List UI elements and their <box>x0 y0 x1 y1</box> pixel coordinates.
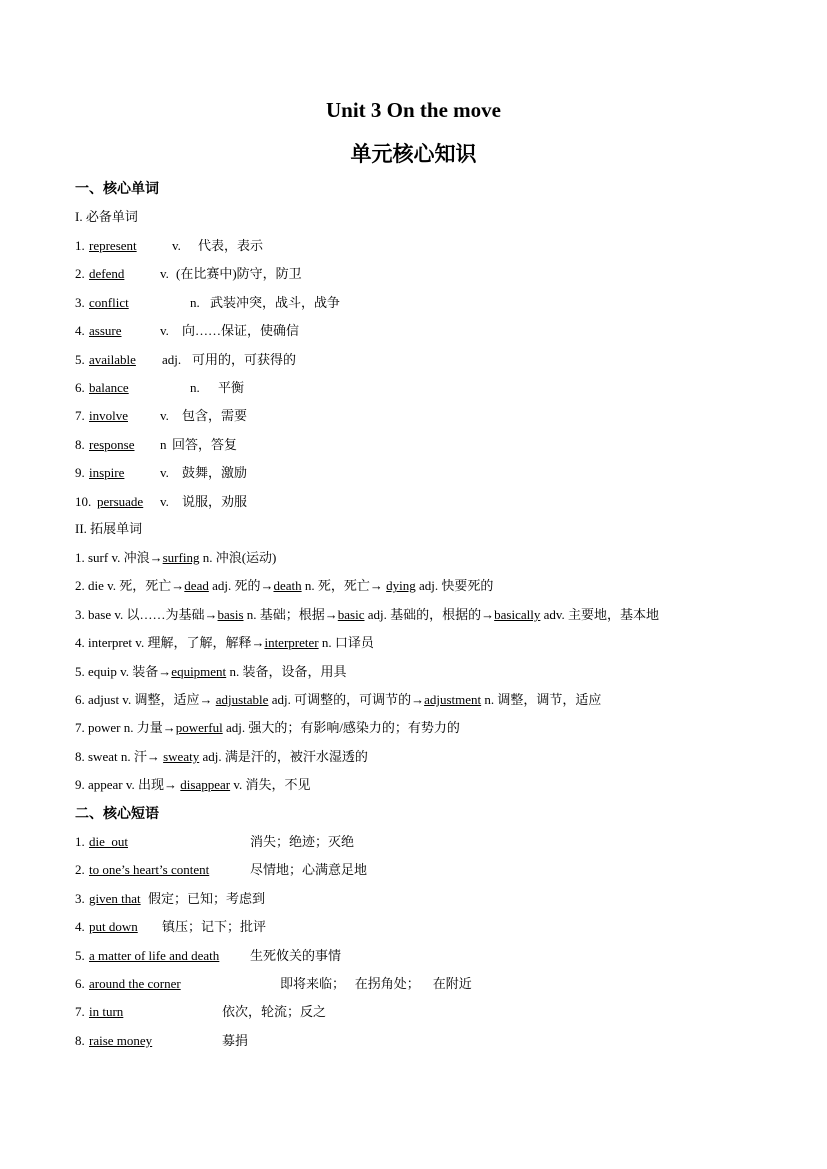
word-text: 2. die v. 死，死亡→ <box>75 578 185 594</box>
word-term: persuade <box>97 493 144 509</box>
phrase-term: put down <box>89 919 138 935</box>
word-meaning: (在比赛中)防守，防卫 <box>176 266 302 282</box>
word-meaning: 代表，表示 <box>198 238 264 253</box>
word-meaning: 说服，劝服 <box>182 493 248 509</box>
phrase-number: 8. <box>75 1032 85 1048</box>
extended-word-item <box>75 663 346 681</box>
word-meaning: 鼓舞，激励 <box>182 465 248 481</box>
phrase-number: 6. <box>75 976 85 991</box>
derived-word: basic <box>337 606 365 622</box>
derived-word: adjustable <box>215 692 269 707</box>
word-pos: v. <box>160 465 169 481</box>
extended-word-item <box>75 748 368 766</box>
word-term: inspire <box>89 465 125 481</box>
word-text: n. 调整，调节，适应 <box>481 692 602 707</box>
word-meaning: 可用的，可获得的 <box>192 351 297 367</box>
derived-word: disappear <box>180 777 231 793</box>
phrase-term: a matter of life and death <box>89 947 220 963</box>
word-text: adj. 基础的，根据的→ <box>364 606 495 622</box>
word-meaning: 向……保证，使确信 <box>182 323 300 339</box>
word-text: adj. 满是汗的，被汗水湿透的 <box>199 748 368 764</box>
extended-word-item <box>75 691 601 709</box>
word-text: v. 消失，不见 <box>230 777 311 793</box>
word-term: involve <box>89 408 128 424</box>
page-subtitle: 单元核心知识 <box>350 142 477 166</box>
derived-word: basically <box>494 606 541 622</box>
phrase-number: 7. <box>75 1004 85 1020</box>
word-meaning: 武装冲突，战斗，战争 <box>210 294 341 310</box>
phrase-meaning: 假定；已知；考虑到 <box>148 890 266 906</box>
word-term: defend <box>89 266 125 282</box>
derived-word: dying <box>386 578 416 594</box>
word-pos: n <box>160 436 167 452</box>
word-term: conflict <box>89 294 129 310</box>
derived-word: death <box>273 578 302 594</box>
word-text: 9. appear v. 出现→ <box>75 777 181 793</box>
word-meaning: 包含，需要 <box>182 408 248 424</box>
word-text: n. 死，死亡→ <box>301 578 387 594</box>
word-pos: v. <box>160 408 169 424</box>
word-text: 5. equip v. 装备→ <box>75 663 172 679</box>
word-pos: n. <box>190 380 200 395</box>
phrase-number: 2. <box>75 862 85 878</box>
word-number: 7. <box>75 408 85 424</box>
word-pos: v. <box>160 266 169 282</box>
section-heading-words: 一、核心单词 <box>75 181 159 197</box>
word-text: 3. base v. 以……为基础→ <box>75 606 218 622</box>
word-term: response <box>89 436 135 452</box>
derived-word: powerful <box>175 720 223 736</box>
extended-word-item <box>75 776 311 794</box>
word-text: n. 口译员 <box>318 635 374 651</box>
word-pos: n. <box>190 294 200 310</box>
derived-word: interpreter <box>264 635 319 651</box>
phrase-term: around the corner <box>89 976 181 991</box>
word-text: 8. sweat n. 汗→ <box>75 748 164 764</box>
extended-word-item <box>75 577 493 595</box>
word-term: balance <box>89 380 129 395</box>
word-text: adj. 快要死的 <box>415 578 494 594</box>
word-term: available <box>89 351 136 367</box>
word-text: adv. 主要地，基本地 <box>540 606 660 622</box>
section-heading-phrases: 二、核心短语 <box>75 806 159 822</box>
phrase-meaning: 消失；绝迹；灭绝 <box>250 834 355 849</box>
word-text: n. 冲浪(运动) <box>199 550 277 565</box>
phrase-number: 5. <box>75 947 85 963</box>
word-number: 8. <box>75 436 85 452</box>
word-number: 9. <box>75 465 85 481</box>
word-term: assure <box>89 323 122 339</box>
page-title: Unit 3 On the move <box>326 98 501 122</box>
word-number: 2. <box>75 266 85 282</box>
phrase-meaning: 即将来临； 在拐角处； 在附近 <box>280 976 472 991</box>
word-text: 1. surf v. 冲浪→ <box>75 550 163 565</box>
word-term: represent <box>89 238 137 253</box>
word-text: n. 装备，设备，用具 <box>226 663 347 679</box>
phrase-meaning: 生死攸关的事情 <box>250 947 342 963</box>
phrase-meaning: 依次，轮流；反之 <box>222 1004 327 1020</box>
derived-word: equipment <box>171 663 227 679</box>
phrase-term: to one’s heart’s content <box>89 862 210 878</box>
phrase-term: given that <box>89 890 141 906</box>
word-pos: v. <box>160 323 169 339</box>
word-number: 10. <box>75 493 92 509</box>
derived-word: dead <box>184 578 209 594</box>
word-text: n. 基础；根据→ <box>243 606 338 622</box>
phrase-meaning: 镇压；记下；批评 <box>162 919 267 935</box>
phrase-term: die out <box>89 834 128 849</box>
word-pos: v. <box>172 238 181 253</box>
word-number: 4. <box>75 323 85 339</box>
phrase-term: raise money <box>89 1032 153 1048</box>
word-number: 3. <box>75 294 85 310</box>
word-text: 6. adjust v. 调整，适应→ <box>75 692 216 707</box>
phrase-term: in turn <box>89 1004 124 1020</box>
word-pos: adj. <box>162 351 182 367</box>
word-meaning: 平衡 <box>218 380 245 395</box>
derived-word: adjustment <box>424 692 482 707</box>
word-text: adj. 死的→ <box>208 578 274 594</box>
phrase-number: 3. <box>75 890 85 906</box>
part-label-extended-words: II. 拓展单词 <box>75 521 143 536</box>
phrase-meaning: 募捐 <box>222 1032 249 1048</box>
word-text: 4. interpret v. 理解，了解，解释→ <box>75 635 265 651</box>
phrase-number: 4. <box>75 919 85 935</box>
phrase-number: 1. <box>75 834 85 849</box>
extended-word-item <box>75 549 276 567</box>
part-label-required-words: I. 必备单词 <box>75 209 138 224</box>
derived-word: surfing <box>162 550 200 565</box>
word-number: 6. <box>75 380 85 395</box>
derived-word: basis <box>217 606 244 622</box>
extended-word-item <box>75 606 659 624</box>
word-number: 5. <box>75 351 85 367</box>
phrase-meaning: 尽情地；心满意足地 <box>250 862 368 878</box>
word-pos: v. <box>160 493 169 509</box>
word-text: adj. 强大的；有影响/感染力的；有势力的 <box>222 720 460 736</box>
word-text: adj. 可调整的，可调节的→ <box>268 692 425 707</box>
derived-word: sweaty <box>163 748 200 764</box>
extended-word-item <box>75 634 374 652</box>
word-number: 1. <box>75 238 85 253</box>
extended-word-item <box>75 719 460 737</box>
word-meaning: 回答，答复 <box>172 436 238 452</box>
word-text: 7. power n. 力量→ <box>75 720 176 736</box>
